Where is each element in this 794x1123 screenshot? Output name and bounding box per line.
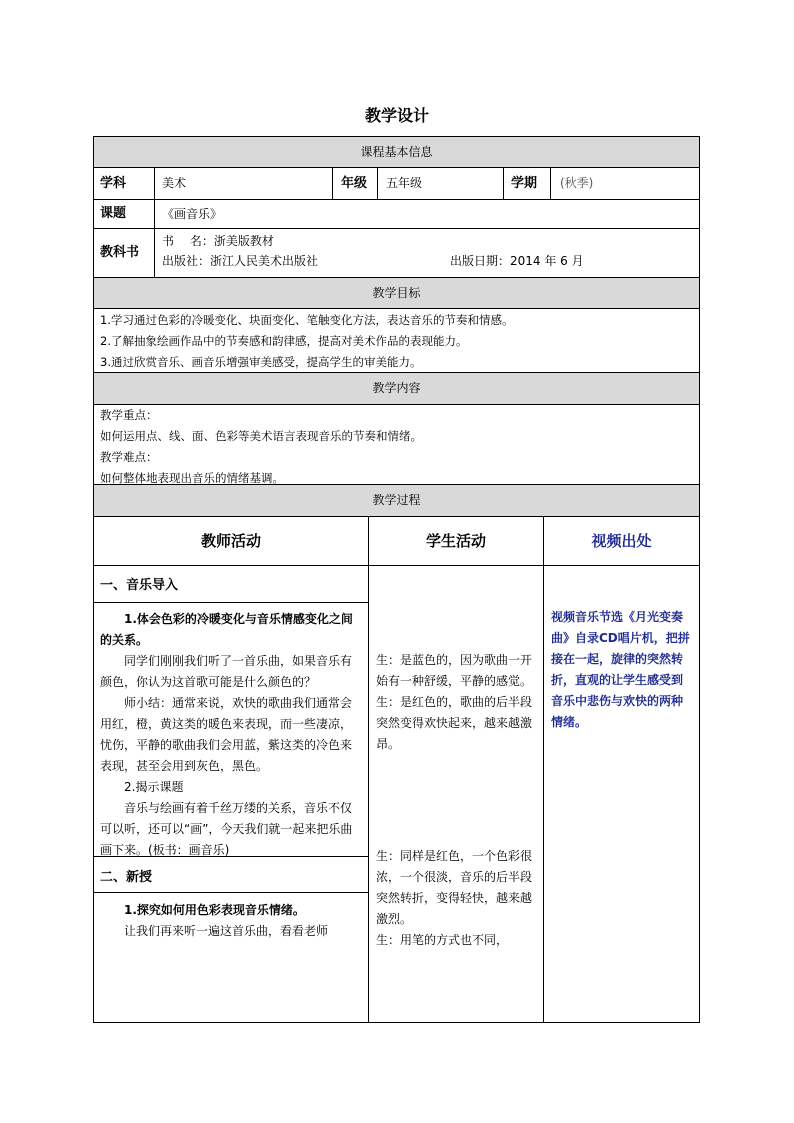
teacher-new-lesson-text — [100, 900, 362, 942]
topic-value: 《画音乐》 — [162, 207, 223, 221]
textbook-row — [94, 229, 699, 278]
textbook-label: 教科书 — [94, 229, 155, 277]
teacher-question: 同学们刚刚我们听了一首乐曲，如果音乐有颜色，你认为这首歌可能是什么颜色的？ — [100, 654, 353, 689]
video-column — [544, 517, 699, 1022]
publish-date: 出版日期：2014 年 6 月 — [450, 254, 584, 268]
term-value: (秋季) — [560, 176, 594, 190]
section-new-lesson: 二、新授 — [100, 870, 153, 885]
objective-item: 3.通过欣赏音乐、画音乐增强审美感受，提高学生的审美能力。 — [100, 355, 422, 369]
objective-item: 1.学习通过色彩的冷暖变化、块面变化、笔触变化方法，表达音乐的节奏和情感。 — [100, 313, 514, 327]
subject-value: 美术 — [155, 168, 333, 199]
key-point-label: 教学重点： — [100, 408, 158, 422]
student-response: 生：是蓝色的，因为歌曲一开始有一种舒缓，平静的感觉。 — [376, 653, 533, 688]
student-response: 生：同样是红色，一个色彩很浓，一个很淡，音乐的后半段突然转折，变得轻快，越来越激烈。 — [376, 849, 533, 926]
objectives-header: 教学目标 — [94, 278, 699, 309]
content-body — [94, 405, 699, 485]
topic-label: 课题 — [94, 200, 155, 228]
book-name: 书 名：浙美版教材 — [162, 234, 274, 248]
lesson-plan-table — [93, 136, 700, 1023]
teacher-activity-text — [100, 609, 362, 861]
term-label: 学期 — [504, 168, 551, 199]
student-responses-2 — [376, 846, 536, 951]
topic-row — [94, 200, 699, 229]
difficulty-text: 如何整体地表现出音乐的情绪基调。 — [100, 471, 284, 485]
publisher: 出版社：浙江人民美术出版社 — [162, 254, 319, 268]
textbook-details — [155, 229, 699, 277]
teacher-step-3: 1.探究如何用色彩表现音乐情绪。 — [124, 903, 305, 917]
teacher-summary: 师小结：通常来说，欢快的歌曲我们通常会用红，橙，黄这类的暖色来表现，而一些凄凉，忧伤，平静的歌曲我们会用蓝，紫这类的冷色来表现，甚至会用到灰色，黑色。 — [100, 696, 353, 773]
objective-item: 2.了解抽象绘画作品中的节奏感和韵律感，提高对美术作品的表现能力。 — [100, 334, 468, 348]
student-responses-1 — [376, 650, 536, 755]
teacher-instruction: 让我们再来听一遍这首乐曲，看看老师 — [124, 924, 329, 938]
section-music-intro: 一、音乐导入 — [100, 578, 179, 593]
student-response: 生：是红色的，歌曲的后半段突然变得欢快起来，越来越激昂。 — [376, 695, 533, 751]
teacher-activity-heading: 教师活动 — [94, 517, 368, 566]
process-header: 教学过程 — [94, 485, 699, 517]
document-title: 教学设计 — [364, 106, 429, 125]
student-activity-heading: 学生活动 — [369, 517, 543, 566]
teacher-column — [94, 517, 369, 1022]
subject-label: 学科 — [94, 168, 155, 199]
student-response: 生：用笔的方式也不同， — [376, 933, 509, 947]
grade-value: 五年级 — [378, 168, 504, 199]
key-point-text: 如何运用点、线、面、色彩等美术语言表现音乐的节奏和情绪。 — [100, 429, 422, 443]
video-source-text: 视频音乐节选《月光变奏曲》自录CD唱片机，把拼接在一起，旋律的突然转折，直观的让学生感受到音乐中悲伤与欢快的两种情绪。 — [551, 610, 690, 729]
student-column — [369, 517, 544, 1022]
teacher-step-2: 2.揭示课题 — [124, 780, 184, 794]
video-source-heading: 视频出处 — [544, 517, 699, 566]
teacher-topic-reveal: 音乐与绘画有着千丝万缕的关系，音乐不仅可以听，还可以“画”，今天我们就一起来把乐曲画下来。(板书：画音乐) — [100, 801, 353, 857]
teacher-step-1: 1.体会色彩的冷暖变化与音乐情感变化之间的关系。 — [100, 612, 353, 647]
content-header: 教学内容 — [94, 373, 699, 405]
basic-info-header: 课程基本信息 — [94, 137, 699, 168]
subject-row — [94, 168, 699, 200]
difficulty-label: 教学难点： — [100, 450, 158, 464]
objectives-list — [94, 309, 699, 373]
grade-label: 年级 — [333, 168, 378, 199]
